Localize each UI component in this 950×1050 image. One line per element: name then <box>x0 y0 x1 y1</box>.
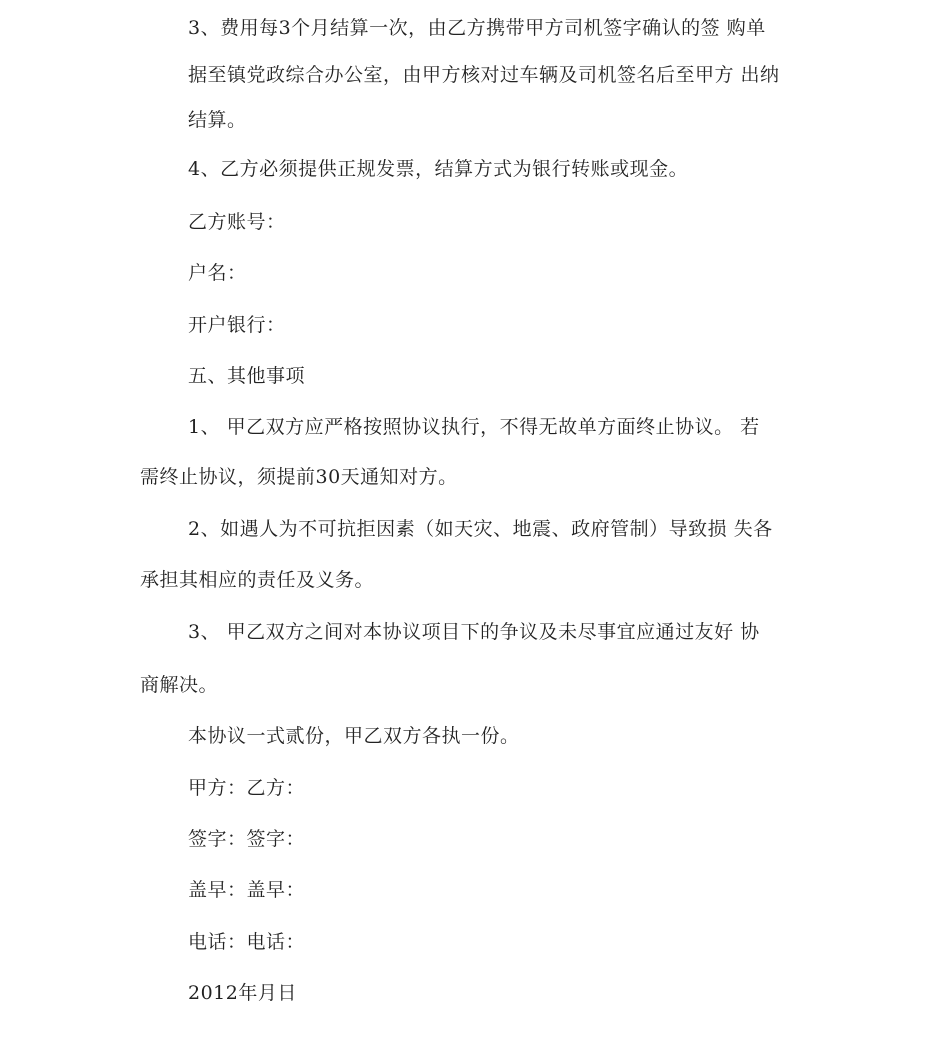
copies-statement: 本协议一式贰份，甲乙双方各执一份。 <box>188 725 520 747</box>
section-heading-other-matters: 五、其他事项 <box>188 365 306 387</box>
other-clause-3-line-2: 商解决。 <box>140 674 219 696</box>
date-line: 2012年月日 <box>188 982 297 1004</box>
clause-3-line-2: 据至镇党政综合办公室，由甲方核对过车辆及司机签名后至甲方 出纳 <box>188 64 780 86</box>
other-clause-1-line-1: 1、 甲乙双方应严格按照协议执行，不得无故单方面终止协议。 若 <box>188 416 760 438</box>
parties-signature-line: 甲方：乙方： <box>188 777 306 799</box>
party-b-account-label: 乙方账号： <box>188 211 286 233</box>
clause-4-line: 4、乙方必须提供正规发票，结算方式为银行转账或现金。 <box>188 158 689 180</box>
other-clause-1-line-2: 需终止协议，须提前30天通知对方。 <box>140 466 458 488</box>
clause-3-line-3: 结算。 <box>188 109 247 131</box>
other-clause-2-line-2: 承担其相应的责任及义务。 <box>140 569 375 591</box>
signature-line: 签字：签字： <box>188 828 306 850</box>
bank-label: 开户银行： <box>188 314 286 336</box>
other-clause-3-line-1: 3、 甲乙双方之间对本协议项目下的争议及未尽事宜应通过友好 协 <box>188 621 760 643</box>
other-clause-2-line-1: 2、如遇人为不可抗拒因素（如天灾、地震、政府管制）导致损 失各 <box>188 518 773 540</box>
seal-line: 盖早：盖早： <box>188 879 306 901</box>
phone-line: 电话：电话： <box>188 931 306 953</box>
account-name-label: 户名： <box>188 262 247 284</box>
clause-3-line-1: 3、费用每3个月结算一次，由乙方携带甲方司机签字确认的签 购单 <box>188 17 766 39</box>
